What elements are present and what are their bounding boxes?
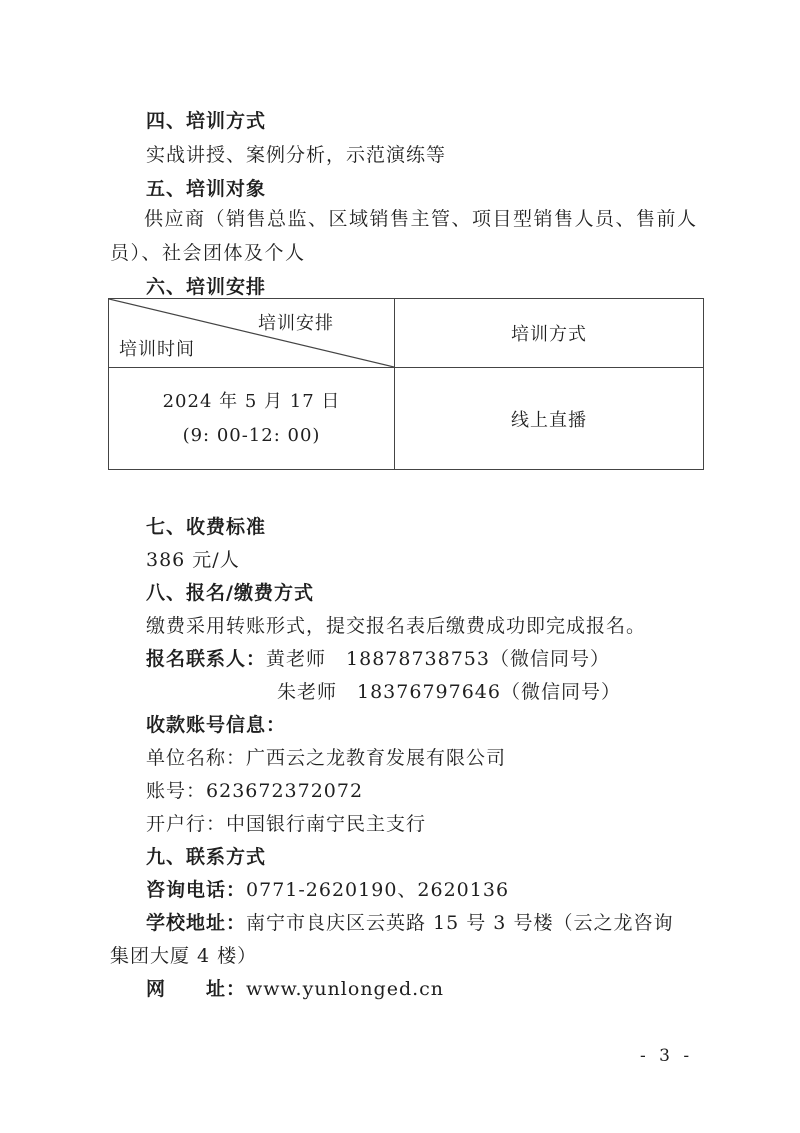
account-value: 623672372072: [206, 780, 364, 802]
unit-label: 单位名称：: [146, 747, 247, 769]
contacts-label: 报名联系人：: [146, 648, 267, 670]
contact-person-1: 黄老师 18878738753（微信同号）: [266, 648, 610, 670]
bank-value: 中国银行南宁民主支行: [226, 813, 427, 835]
row-method: 线上直播: [395, 368, 704, 470]
section-8-body: 缴费采用转账形式，提交报名表后缴费成功即完成报名。: [146, 615, 647, 637]
address-value-2: 集团大厦 4 楼）: [110, 945, 258, 967]
account-title: 收款账号信息：: [146, 714, 287, 736]
address-value-1: 南宁市良庆区云英路 15 号 3 号楼（云之龙咨询: [246, 912, 674, 934]
contacts-row-1: [146, 644, 610, 671]
account-label: 账号：: [146, 780, 207, 802]
address-row: [146, 908, 673, 935]
page-number: - 3 -: [640, 1046, 694, 1066]
header-method: 培训方式: [395, 299, 704, 368]
section-4-body: 实战讲授、案例分析，示范演练等: [146, 144, 447, 166]
section-8-title: 八、报名/缴费方式: [146, 582, 314, 604]
schedule-table: [108, 298, 704, 470]
phone-label: 咨询电话：: [146, 879, 247, 901]
section-5-body: 供应商（销售总监、区域销售主管、项目型销售人员、售前人员）、社会团体及个人: [110, 208, 698, 264]
account-unit-row: [146, 743, 506, 770]
section-7-body: 386 元/人: [146, 549, 240, 571]
contact-person-2: 朱老师 18376797646（微信同号）: [277, 681, 621, 703]
website-row: [146, 974, 444, 1001]
header-arrangement: 培训安排: [258, 313, 334, 334]
unit-value: 广西云之龙教育发展有限公司: [246, 747, 507, 769]
section-9-title: 九、联系方式: [146, 846, 267, 868]
header-time: 培训时间: [119, 339, 195, 360]
address-label: 学校地址：: [146, 912, 247, 934]
phone-value: 0771-2620190、2620136: [246, 879, 510, 901]
website-value: www.yunlonged.cn: [246, 978, 445, 1000]
phone-row: [146, 875, 509, 902]
website-label: 网 址：: [146, 978, 247, 1000]
table-diagonal-header: [109, 299, 395, 368]
row-date: 2024 年 5 月 17 日: [162, 390, 341, 412]
bank-label: 开户行：: [146, 813, 227, 835]
table-time-cell: [109, 368, 395, 470]
section-6-title: 六、培训安排: [146, 276, 267, 298]
section-4-title: 四、培训方式: [146, 110, 267, 132]
account-number-row: [146, 776, 363, 803]
row-time: (9: 00-12: 00): [182, 424, 321, 446]
section-7-title: 七、收费标准: [146, 516, 267, 538]
bank-row: [146, 809, 426, 836]
section-5-title: 五、培训对象: [146, 178, 267, 200]
